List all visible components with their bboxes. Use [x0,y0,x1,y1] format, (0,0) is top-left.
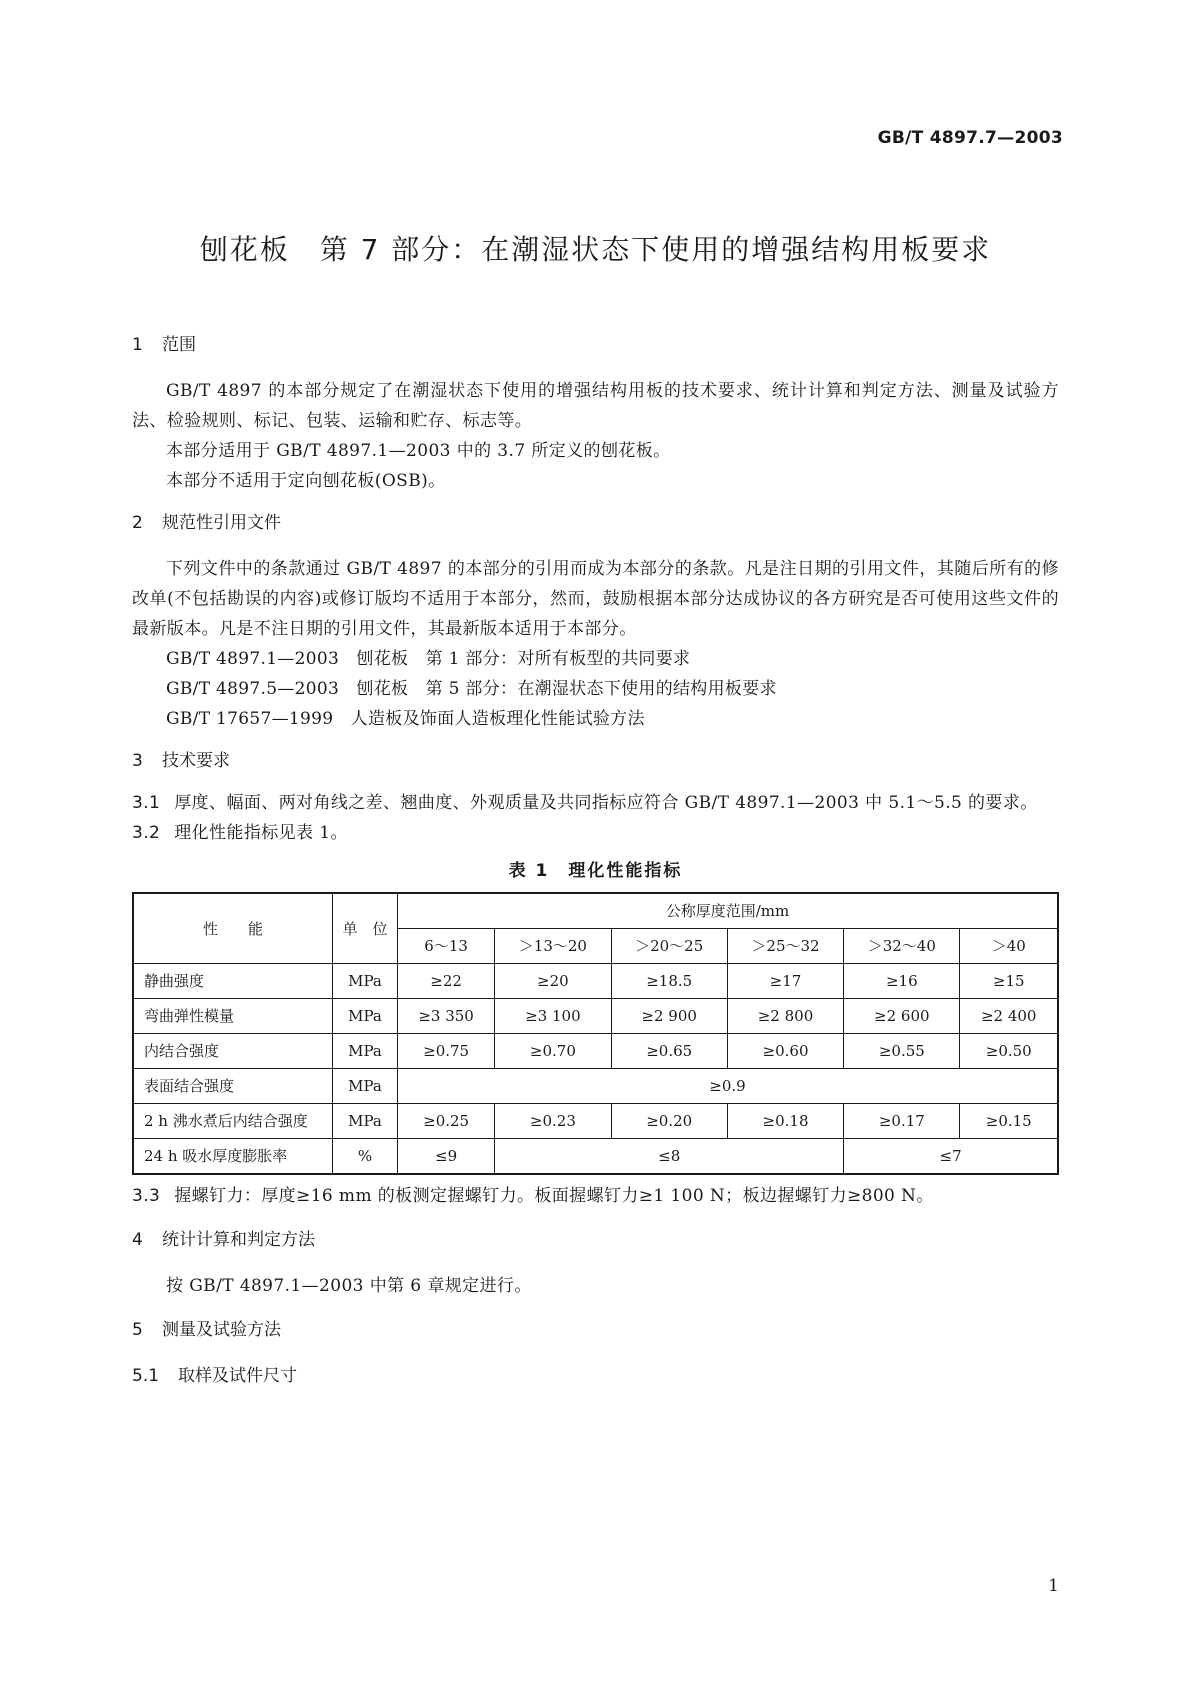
value-cell: ≥17 [727,964,843,999]
clause-5-1-heading [132,1361,1059,1391]
reference-item: GB/T 4897.5—2003 刨花板 第 5 部分：在潮湿状态下使用的结构用板要求 [166,679,777,699]
header-property: 性 能 [133,893,333,964]
clause-number: 5.1 [132,1366,160,1386]
section-title: 统计计算和判定方法 [162,1230,315,1250]
section-number: 3 [132,751,143,771]
value-cell: ≥0.75 [398,1034,495,1069]
value-cell: ≥0.60 [727,1034,843,1069]
value-cell: ≥2 900 [611,999,727,1034]
clause-number: 3.1 [132,793,161,813]
clause-number: 3.3 [132,1186,161,1206]
paragraph: 本部分不适用于定向刨花板(OSB)。 [166,471,446,491]
table-row [133,1139,1058,1175]
value-cell: ≥0.17 [844,1104,960,1139]
value-cell: ≥0.15 [960,1104,1058,1139]
value-cell: ≥0.55 [844,1034,960,1069]
section-title: 测量及试验方法 [162,1320,281,1340]
range-header: ＞32～40 [844,929,960,964]
table-row [133,1069,1058,1104]
clause-number: 3.2 [132,823,161,843]
range-header: ＞13～20 [495,929,611,964]
clause-text: 理化性能指标见表 1。 [174,823,348,843]
property-name: 表面结合强度 [133,1069,333,1104]
header-thickness-range: 公称厚度范围/mm [398,893,1059,929]
value-cell: ≤8 [495,1139,844,1175]
unit-cell: MPa [333,964,398,999]
paragraph: 本部分适用于 GB/T 4897.1—2003 中的 3.7 所定义的刨花板。 [166,441,671,461]
document-title: 刨花板 第 7 部分：在潮湿状态下使用的增强结构用板要求 [199,233,992,266]
section-number: 1 [132,335,143,355]
value-cell: ≥0.70 [495,1034,611,1069]
section-number: 5 [132,1320,143,1340]
section-1-heading [132,330,1059,360]
value-cell: ≥0.20 [611,1104,727,1139]
standard-number: GB/T 4897.7—2003 [877,128,1063,148]
clause-title: 取样及试件尺寸 [178,1366,297,1386]
table-row [133,1034,1058,1069]
value-cell: ≤9 [398,1139,495,1175]
page-number: 1 [1048,1576,1059,1596]
value-cell: ≥0.25 [398,1104,495,1139]
property-name: 2 h 沸水煮后内结合强度 [133,1104,333,1139]
value-cell: ≥2 600 [844,999,960,1034]
range-header: ＞40 [960,929,1058,964]
unit-cell: MPa [333,999,398,1034]
reference-item: GB/T 4897.1—2003 刨花板 第 1 部分：对所有板型的共同要求 [166,649,691,669]
unit-cell: MPa [333,1034,398,1069]
paragraph: 按 GB/T 4897.1—2003 中第 6 章规定进行。 [166,1276,532,1296]
value-cell: ≥0.23 [495,1104,611,1139]
value-cell: ≥22 [398,964,495,999]
unit-cell: % [333,1139,398,1175]
clause-text: 厚度、幅面、两对角线之差、翘曲度、外观质量及共同指标应符合 GB/T 4897.1—2003 中 5.1～5.5 的要求。 [174,793,1038,813]
value-cell: ≥0.18 [727,1104,843,1139]
document-body [132,330,1059,1391]
range-header: ＞25～32 [727,929,843,964]
clause-3-2 [132,818,1059,848]
property-name: 内结合强度 [133,1034,333,1069]
unit-cell: MPa [333,1104,398,1139]
section-2-heading [132,508,1059,538]
clause-3-3 [132,1181,1059,1211]
table-row [133,999,1058,1034]
value-cell: ≥3 100 [495,999,611,1034]
value-cell: ≥18.5 [611,964,727,999]
value-cell: ≥2 400 [960,999,1058,1034]
section-4-heading [132,1225,1059,1255]
range-header: ＞20～25 [611,929,727,964]
section-3-heading [132,746,1059,776]
table-row [133,964,1058,999]
value-cell: ≥0.9 [398,1069,1059,1104]
range-header: 6～13 [398,929,495,964]
property-name: 24 h 吸水厚度膨胀率 [133,1139,333,1175]
value-cell: ≤7 [844,1139,1058,1175]
section-title: 范围 [162,335,196,355]
value-cell: ≥0.50 [960,1034,1058,1069]
section-title: 技术要求 [162,751,230,771]
reference-item: GB/T 17657—1999 人造板及饰面人造板理化性能试验方法 [166,709,645,729]
value-cell: ≥3 350 [398,999,495,1034]
clause-text: 握螺钉力：厚度≥16 mm 的板测定握螺钉力。板面握螺钉力≥1 100 N；板边握螺钉力≥800 N。 [174,1186,934,1206]
value-cell: ≥16 [844,964,960,999]
value-cell: ≥0.65 [611,1034,727,1069]
value-cell: ≥2 800 [727,999,843,1034]
property-name: 静曲强度 [133,964,333,999]
table-header-row [133,893,1058,929]
properties-table [132,892,1059,1175]
header-unit: 单 位 [333,893,398,964]
value-cell: ≥20 [495,964,611,999]
section-title: 规范性引用文件 [162,513,281,533]
table-caption: 表 1 理化性能指标 [508,861,683,881]
unit-cell: MPa [333,1069,398,1104]
property-name: 弯曲弹性模量 [133,999,333,1034]
paragraph: GB/T 4897 的本部分规定了在潮湿状态下使用的增强结构用板的技术要求、统计计算和判定方法、测量及试验方法、检验规则、标记、包装、运输和贮存、标志等。 [132,381,1059,431]
section-5-heading [132,1315,1059,1345]
paragraph: 下列文件中的条款通过 GB/T 4897 的本部分的引用而成为本部分的条款。凡是注日期的引用文件，其随后所有的修改单(不包括勘误的内容)或修订版均不适用于本部分，然而，鼓励根据本部分达成协议的各方研究是否可使用这些文件的最新版本。凡是不注日期的引用文件，其最新版本适用于本部分。 [132,559,1059,639]
value-cell: ≥15 [960,964,1058,999]
table-row [133,1104,1058,1139]
clause-3-1 [132,788,1059,818]
section-number: 4 [132,1230,143,1250]
section-number: 2 [132,513,143,533]
